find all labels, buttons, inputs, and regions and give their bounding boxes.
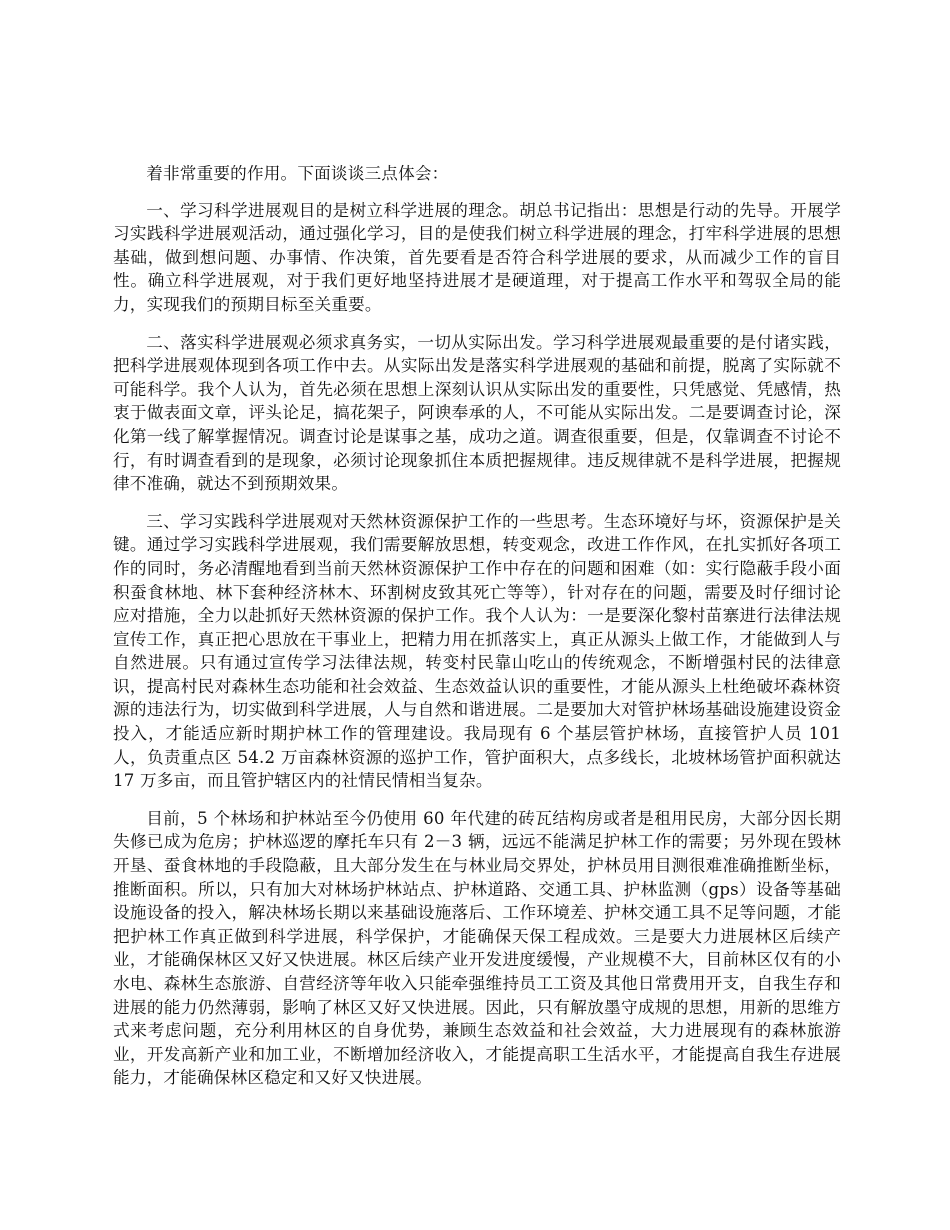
paragraph-point-two: 二、落实科学进展观必须求真务实，一切从实际出发。学习科学进展观最重要的是付诸实践，把科学进展观体现到各项工作中去。从实际出发是落实科学进展观的基础和前提，脱离了实际就不可能科学。我个人认为，首先必须在思想上深刻认识从实际出发的重要性，只凭感觉、凭感情，热衷于做表面文章，评头论足，搞花架子，阿谀奉承的人，不可能从实际出发。二是要调查讨论，深化第一线了解掌握情况。调查讨论是谋事之基，成功之道。调查很重要，但是，仅靠调查不讨论不行，有时调查看到的是现象，必须讨论现象抓住本质把握规律。违反规律就不是科学进展，把握规律不准确，就达不到预期效果。	[113, 332, 841, 494]
paragraph-point-three: 三、学习实践科学进展观对天然林资源保护工作的一些思考。生态环境好与坏，资源保护是关键。通过学习实践科学进展观，我们需要解放思想，转变观念，改进工作作风，在扎实抓好各项工作的同时，务必清醒地看到当前天然林资源保护工作中存在的问题和困难（如：实行隐蔽手段小面积蚕食林地、林下套种经济林木、环割树皮致其死亡等等），针对存在的问题，需要及时仔细讨论应对措施，全力以赴抓好天然林资源的保护工作。我个人认为：一是要深化黎村苗寨进行法律法规宣传工作，真正把心思放在干事业上，把精力用在抓落实上，真正从源头上做工作，才能做到人与自然进展。只有通过宣传学习法律法规，转变村民靠山吃山的传统观念，不断增强村民的法律意识，提高村民对森林生态功能和社会效益、生态效益认识的重要性，才能从源头上杜绝破坏森林资源的违法行为，切实做到科学进展，人与自然和谐进展。二是要加大对管护林场基础设施建设资金投入，才能适应新时期护林工作的管理建设。我局现有 6 个基层管护林场，直接管护人员 101 人，负责重点区 54.2 万亩森林资源的巡护工作，管护面积大，点多线长，北坡林场管护面积就达 17 万多亩，而且管护辖区内的社情民情相当复杂。	[113, 511, 841, 791]
paragraph-intro: 着非常重要的作用。下面谈谈三点体会：	[146, 164, 449, 183]
paragraph-point-one: 一、学习科学进展观目的是树立科学进展的理念。胡总书记指出：思想是行动的先导。开展学习实践科学进展观活动，通过强化学习，目的是使我们树立科学进展的理念，打牢科学进展的思想基础，做到想问题、办事情、作决策，首先要看是否符合科学进展的要求，从而减少工作的盲目性。确立科学进展观，对于我们更好地坚持进展才是硬道理，对于提高工作水平和驾驭全局的能力，实现我们的预期目标至关重要。	[113, 200, 841, 314]
document-body	[113, 162, 841, 1104]
paragraph-current-situation: 目前，5 个林场和护林站至今仍使用 60 年代建的砖瓦结构房或者是租用民房，大部分因长期失修已成为危房；护林巡逻的摩托车只有 2－3 辆，远远不能满足护林工作的需要；另外现在毁林开垦、蚕食林地的手段隐蔽，且大部分发生在与林业局交界处，护林员用目测很难准确推断坐标，推断面积。所以，只有加大对林场护林站点、护林道路、交通工具、护林监测（gps）设备等基础设施设备的投入，解决林场长期以来基础设施落后、工作环境差、护林交通工具不足等问题，才能把护林工作真正做到科学进展，科学保护，才能确保天保工程成效。三是要大力进展林区后续产业，才能确保林区又好又快进展。林区后续产业开发进度缓慢，产业规模不大，目前林区仅有的小水电、森林生态旅游、自营经济等年收入只能牵强维持员工工资及其他日常费用开支，自我生存和进展的能力仍然薄弱，影响了林区又好又快进展。因此，只有解放墨守成规的思想，用新的思维方式来考虑问题，充分利用林区的自身优势，兼顾生态效益和社会效益，大力进展现有的森林旅游业，开发高新产业和加工业，不断增加经济收入，才能提高职工生活水平，才能提高自我生存进展能力，才能确保林区稳定和又好又快进展。	[113, 808, 841, 1088]
